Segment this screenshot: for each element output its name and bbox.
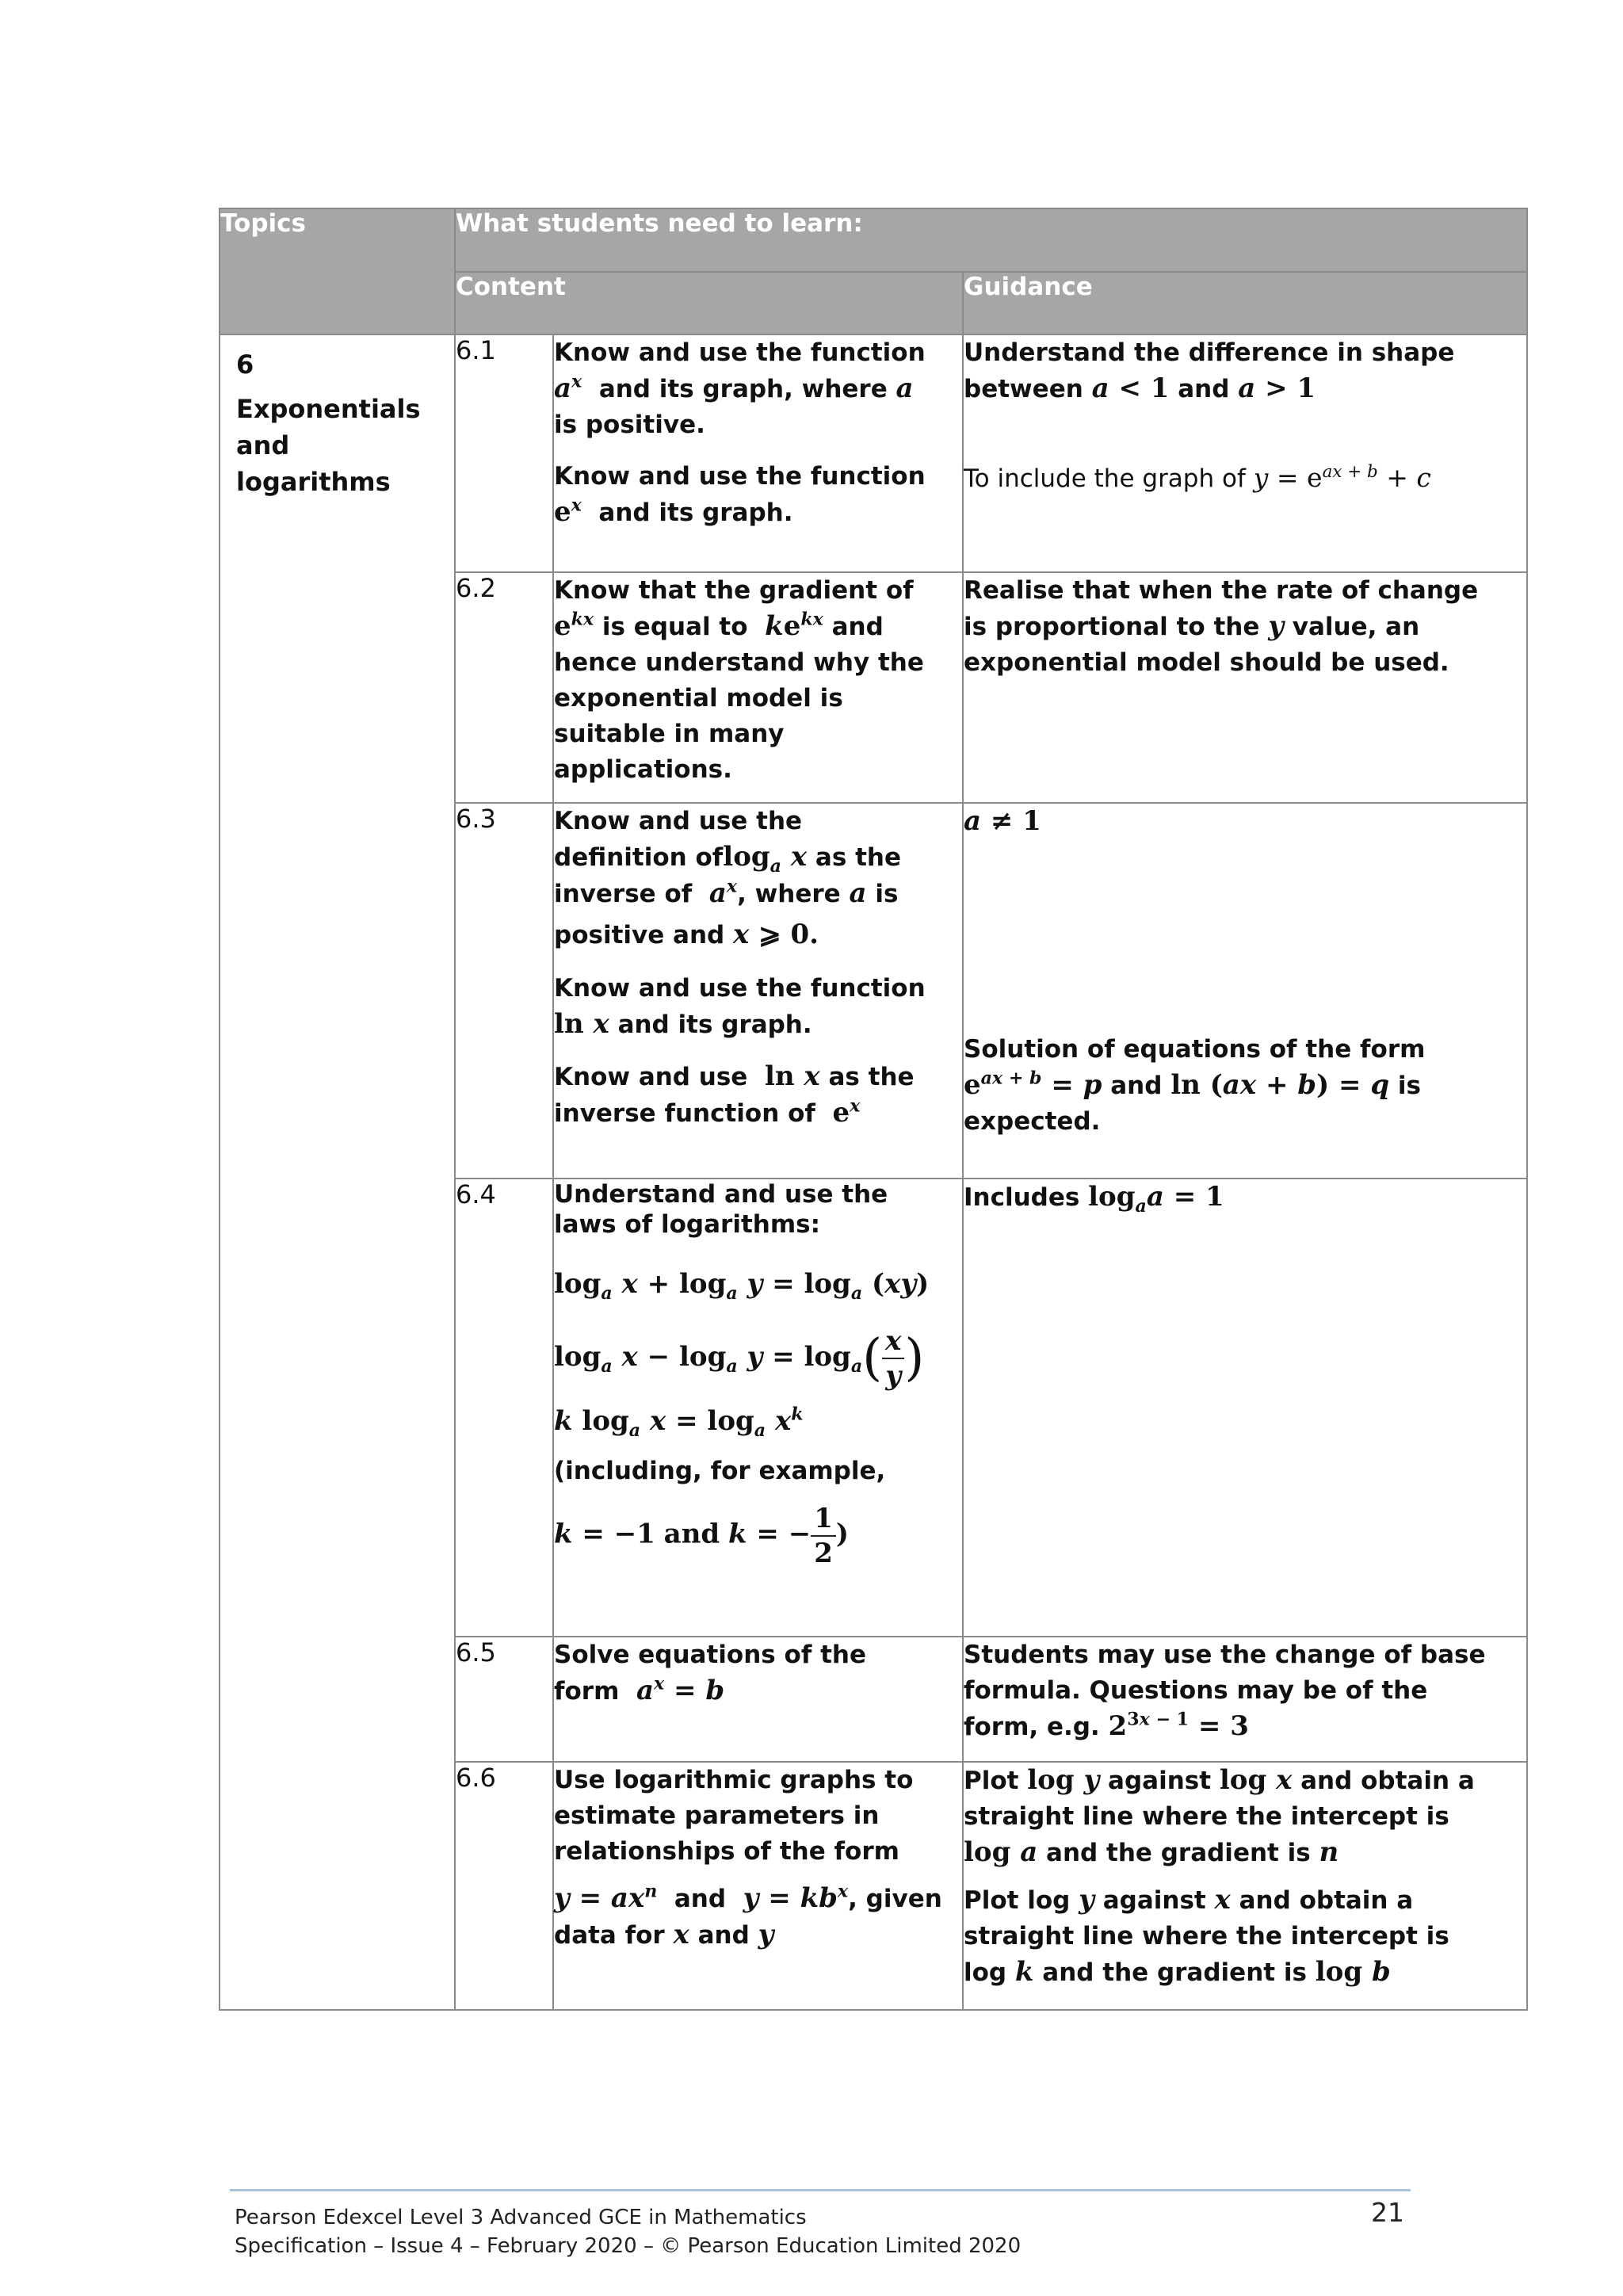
footer bbox=[235, 2203, 1021, 2260]
content-6-2: Know that the gradient of $e^{kx}$ is equal to $ke^{kx}$ and hence understand why the exponential model is suitable in many applications. bbox=[553, 572, 963, 803]
topic-name: Exponentials and logarithms bbox=[236, 394, 421, 497]
ref-6-1: 6.1 bbox=[455, 334, 553, 572]
footer-divider bbox=[230, 2189, 1411, 2191]
guidance-header: Guidance bbox=[963, 272, 1527, 334]
ref-6-6: 6.6 bbox=[455, 1762, 553, 2010]
guidance-6-5: Students may use the change of base formula. Questions may be of the form, e.g. $2^{3x - 1} = 3$ bbox=[963, 1637, 1527, 1762]
ref-6-3: 6.3 bbox=[455, 803, 553, 1179]
guidance-6-6: Plot log y against log x and obtain a straight line where the intercept is log a and the gradient is n Plot log y against x and obtain a straight line where the intercept is log k and the gradient is log b bbox=[963, 1762, 1527, 2010]
footer-line-1: Pearson Edexcel Level 3 Advanced GCE in Mathematics bbox=[235, 2206, 807, 2229]
topic-cell bbox=[220, 334, 455, 2010]
specification-table bbox=[219, 208, 1528, 2011]
topic-number: 6 bbox=[236, 350, 254, 380]
footer-line-2: Specification – Issue 4 – February 2020 – © Pearson Education Limited 2020 bbox=[235, 2234, 1022, 2258]
content-6-1: Know and use the function $a^x$ and its graph, where a is positive. Know and use the function $e^x$ and its graph. bbox=[553, 334, 963, 572]
ref-6-4: 6.4 bbox=[455, 1179, 553, 1637]
content-header: Content bbox=[455, 272, 963, 334]
page-number: 21 bbox=[1371, 2197, 1404, 2228]
what-students-header: What students need to learn: bbox=[455, 208, 1527, 272]
content-6-6: Use logarithmic graphs to estimate parameters in relationships of the form $y = ax^n$ and $y = kb^x$, given data for x and y bbox=[553, 1762, 963, 2010]
guidance-6-3: a ≠ 1 Solution of equations of the form $e^{ax + b} = p$ and ln (ax + b) = q is expected. bbox=[963, 803, 1527, 1179]
content-6-3: Know and use the definition oflog$_a$ x as the inverse of $a^x$, where a is positive and x ⩾ 0. Know and use the function ln x and its graph. Know and use ln x as the inverse function of $e^x$ bbox=[553, 803, 963, 1179]
topics-header: Topics bbox=[220, 208, 455, 334]
guidance-6-2: Realise that when the rate of change is proportional to the y value, an exponential model should be used. bbox=[963, 572, 1527, 803]
guidance-6-4: Includes $\log_aa = 1$ bbox=[963, 1179, 1527, 1637]
ref-6-5: 6.5 bbox=[455, 1637, 553, 1762]
guidance-6-1: Understand the difference in shape between a < 1 and a > 1 To include the graph of $y = e^{ax + b} + c$ bbox=[963, 334, 1527, 572]
content-6-4: Understand and use the laws of logarithms: $\log_a x + \log_a y = \log_a (xy)$ $\log_a x - \log_a y = \log_a$( $\frac{x}{y}$ ) k $\log_a x = \log_a x^k$ (including, for example, k = −1 and k = − $\frac{1}{2}$ ) bbox=[553, 1179, 963, 1637]
content-6-5: Solve equations of the form $a^x = b$ bbox=[553, 1637, 963, 1762]
ref-6-2: 6.2 bbox=[455, 572, 553, 803]
table-row bbox=[220, 334, 1527, 572]
